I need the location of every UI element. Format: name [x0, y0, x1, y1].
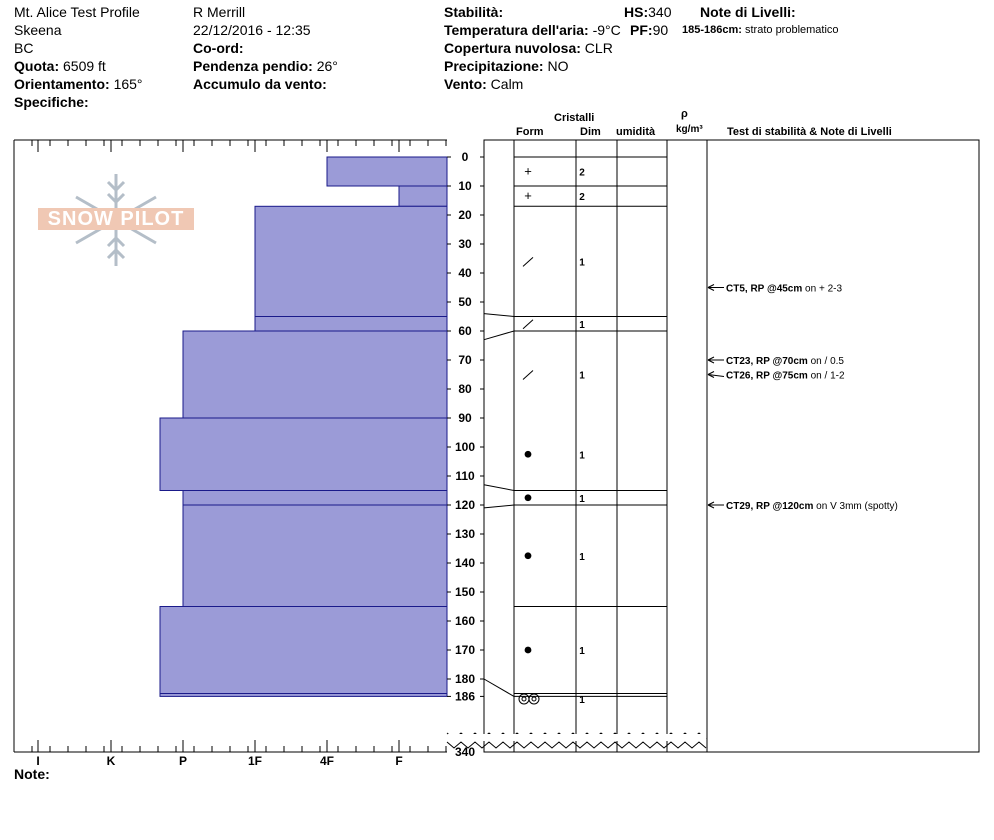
- hardness-layer-bar: [183, 491, 447, 506]
- hardness-tick-label: K: [106, 754, 116, 768]
- elevation-label: Quota:: [14, 58, 60, 74]
- depth-tick-label: 180: [454, 672, 476, 686]
- sky-label: Copertura nuvolosa:: [444, 40, 581, 56]
- stability-test-label: CT5, RP @45cm on + 2-3: [726, 283, 843, 295]
- wind-label: Vento:: [444, 76, 487, 92]
- crystal-form-symbol: [525, 494, 532, 501]
- logo-text: SNOW PILOT: [38, 208, 194, 230]
- crystal-form-symbol: [532, 697, 536, 701]
- specifics-label: Specifiche:: [14, 94, 89, 110]
- layer-connector-line: [484, 485, 514, 491]
- crystal-size-value: 1: [579, 551, 585, 563]
- depth-tick-label: 170: [454, 643, 476, 657]
- datetime: 22/12/2016 - 12:35: [193, 22, 311, 38]
- precip-label: Precipitazione:: [444, 58, 544, 74]
- crystal-size-value: 1: [579, 646, 585, 657]
- hardness-layer-bar: [183, 505, 447, 607]
- wind-loading-label: Accumulo da vento:: [193, 76, 327, 92]
- crystal-size-value: 1: [579, 370, 585, 382]
- crystal-size-value: 2: [579, 192, 585, 204]
- depth-tick-label: 60: [458, 324, 472, 338]
- crystal-form-symbol: [529, 694, 539, 704]
- hardness-tick-label: 1F: [247, 754, 263, 768]
- hardness-layer-bar: [160, 694, 447, 697]
- hardness-tick-label: P: [178, 754, 188, 768]
- wind-value: Calm: [490, 76, 524, 92]
- crystal-form-symbol: +: [524, 188, 532, 204]
- hardness-layer-bar: [255, 317, 447, 332]
- tests-header: Test di stabilità & Note di Livelli: [727, 126, 892, 138]
- coord-label: Co-ord:: [193, 40, 244, 56]
- depth-tick-label: 0: [461, 150, 469, 164]
- depth-tick-label: 30: [458, 237, 472, 251]
- depth-tick-label: 20: [458, 208, 472, 222]
- crystal-size-value: 1: [579, 493, 585, 505]
- hardness-layer-bar: [399, 186, 447, 206]
- depth-tick-label: 90: [458, 411, 472, 425]
- depth-tick-label: 186: [454, 689, 476, 704]
- crystal-form-symbol: [522, 697, 526, 701]
- aspect-value: 165°: [113, 76, 143, 92]
- depth-tick-label: 10: [458, 179, 472, 193]
- crystal-size-value: 1: [579, 257, 585, 269]
- crystal-size-value: 1: [579, 694, 585, 706]
- hs-value: 340: [648, 4, 672, 20]
- stability-label: Stabilità:: [444, 4, 504, 20]
- sky-value: CLR: [584, 40, 613, 56]
- crystal-form-symbol: [525, 647, 532, 654]
- size-header: Dim: [580, 126, 601, 138]
- stability-test-label: CT29, RP @120cm on V 3mm (spotty): [726, 501, 898, 512]
- form-header: Form: [516, 126, 544, 138]
- crystal-form-symbol: [525, 552, 532, 559]
- layer-notes-label: Note di Livelli:: [700, 4, 796, 20]
- hardness-tick-label: 4F: [319, 754, 335, 768]
- depth-tick-label: 120: [454, 498, 476, 512]
- air-temp-label: Temperatura dell'aria:: [444, 22, 589, 38]
- hardness-layer-bar: [255, 206, 447, 316]
- density-unit-header: kg/m³: [676, 124, 703, 135]
- layer-connector-line: [484, 331, 514, 340]
- crystal-form-symbol: [523, 320, 533, 329]
- layer-connector-line: [484, 505, 514, 508]
- hardness-layer-bar: [327, 157, 447, 186]
- crystal-size-value: 1: [579, 319, 585, 331]
- crystal-table-frame: [484, 140, 979, 752]
- depth-tick-label: 80: [458, 382, 472, 396]
- slope-label: Pendenza pendio:: [193, 58, 313, 74]
- state: BC: [14, 40, 34, 56]
- crystal-form-symbol: [519, 694, 529, 704]
- depth-tick-label: 50: [458, 295, 472, 309]
- crystals-header: Cristalli: [554, 112, 595, 124]
- crystal-size-value: 2: [579, 167, 585, 179]
- precip-value: NO: [547, 58, 569, 74]
- depth-tick-label: 100: [454, 440, 476, 454]
- layer-connector-line: [484, 679, 514, 696]
- depth-tick-label: 70: [458, 353, 472, 367]
- depth-tick-label: 110: [455, 469, 475, 483]
- crystal-size-value: 1: [579, 450, 585, 462]
- crystal-form-symbol: +: [524, 163, 532, 179]
- air-temp-value: -9°C: [592, 22, 621, 38]
- depth-tick-label: 140: [454, 556, 476, 570]
- crystal-form-symbol: [523, 257, 533, 266]
- hardness-layer-bar: [160, 607, 447, 694]
- hs-label: HS:: [624, 4, 649, 20]
- location: Mt. Alice Test Profile: [14, 4, 140, 20]
- hardness-layer-bar: [183, 331, 447, 418]
- hardness-layer-bar: [160, 418, 447, 491]
- layer-note-text: strato problematico: [745, 24, 839, 36]
- elevation-value: 6509 ft: [63, 58, 106, 74]
- depth-break-gap: [448, 734, 706, 741]
- depth-tick-label: 160: [454, 614, 476, 628]
- layer-connector-line: [484, 314, 514, 317]
- stability-test-label: CT26, RP @75cm on / 1-2: [726, 370, 845, 382]
- depth-tick-label: 40: [458, 266, 472, 280]
- note-label: Note:: [14, 766, 50, 782]
- slope-value: 26°: [316, 58, 338, 74]
- crystal-form-symbol: [523, 371, 533, 380]
- pf-label: PF:: [630, 22, 653, 38]
- depth-bottom-label: 340: [454, 745, 476, 759]
- observer: R Merrill: [193, 4, 246, 20]
- moisture-header: umidità: [616, 126, 656, 138]
- crystal-form-symbol: [525, 451, 532, 458]
- depth-tick-label: 150: [454, 585, 476, 599]
- stability-test-label: CT23, RP @70cm on / 0.5: [726, 356, 844, 367]
- pf-value: 90: [652, 22, 669, 38]
- hardness-tick-label: F: [395, 754, 403, 768]
- range: Skeena: [14, 22, 62, 38]
- aspect-label: Orientamento:: [14, 76, 110, 92]
- layer-note-depth: 185-186cm:: [682, 24, 742, 36]
- rho-header: ρ: [681, 108, 688, 120]
- hardness-tick-label: I: [36, 754, 40, 768]
- depth-tick-label: 130: [454, 527, 476, 541]
